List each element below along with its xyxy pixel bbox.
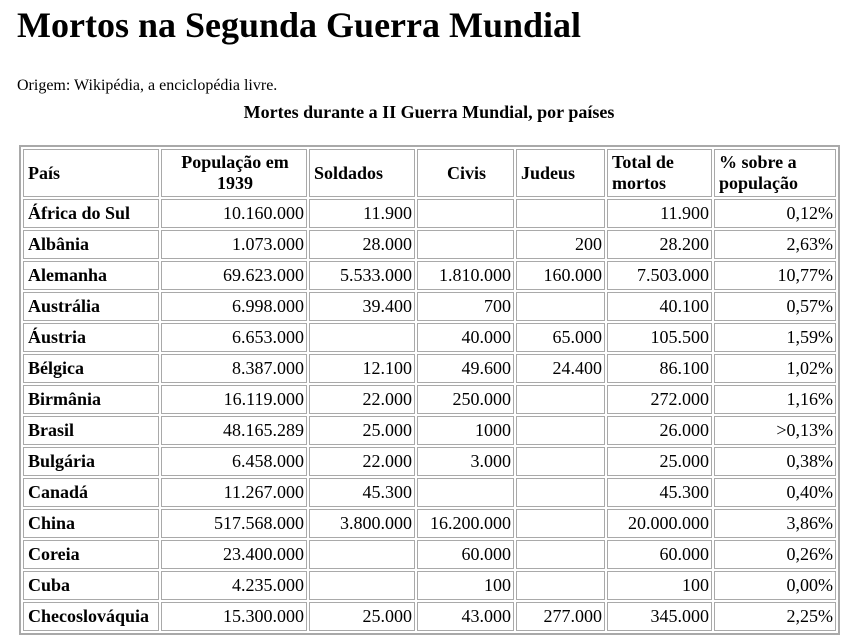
cell-civis: 40.000 bbox=[417, 323, 514, 352]
cell-total: 40.100 bbox=[607, 292, 712, 321]
cell-civis: 1.810.000 bbox=[417, 261, 514, 290]
cell-pais: Bélgica bbox=[23, 354, 159, 383]
cell-judeus: 65.000 bbox=[516, 323, 605, 352]
header-soldados: Soldados bbox=[309, 149, 415, 197]
cell-civis: 43.000 bbox=[417, 602, 514, 631]
cell-populacao: 517.568.000 bbox=[161, 509, 307, 538]
cell-percent: 2,63% bbox=[714, 230, 836, 259]
cell-judeus bbox=[516, 571, 605, 600]
cell-civis: 100 bbox=[417, 571, 514, 600]
cell-soldados: 5.533.000 bbox=[309, 261, 415, 290]
cell-soldados: 11.900 bbox=[309, 199, 415, 228]
table-row bbox=[23, 323, 836, 352]
cell-pais: Bulgária bbox=[23, 447, 159, 476]
cell-judeus: 160.000 bbox=[516, 261, 605, 290]
cell-pais: Canadá bbox=[23, 478, 159, 507]
cell-pais: China bbox=[23, 509, 159, 538]
cell-pais: Birmânia bbox=[23, 385, 159, 414]
cell-total: 7.503.000 bbox=[607, 261, 712, 290]
cell-pais: Cuba bbox=[23, 571, 159, 600]
cell-total: 11.900 bbox=[607, 199, 712, 228]
header-populacao-line1: População em bbox=[181, 152, 289, 172]
cell-pais: África do Sul bbox=[23, 199, 159, 228]
cell-soldados bbox=[309, 323, 415, 352]
cell-pais: Austrália bbox=[23, 292, 159, 321]
cell-percent: 0,12% bbox=[714, 199, 836, 228]
cell-total: 20.000.000 bbox=[607, 509, 712, 538]
cell-judeus bbox=[516, 416, 605, 445]
cell-percent: 3,86% bbox=[714, 509, 836, 538]
cell-civis: 3.000 bbox=[417, 447, 514, 476]
cell-civis: 250.000 bbox=[417, 385, 514, 414]
cell-soldados: 39.400 bbox=[309, 292, 415, 321]
table-row bbox=[23, 385, 836, 414]
cell-percent: >0,13% bbox=[714, 416, 836, 445]
cell-judeus bbox=[516, 447, 605, 476]
cell-judeus bbox=[516, 478, 605, 507]
cell-total: 28.200 bbox=[607, 230, 712, 259]
cell-populacao: 1.073.000 bbox=[161, 230, 307, 259]
table-row bbox=[23, 540, 836, 569]
table-row bbox=[23, 447, 836, 476]
cell-soldados: 12.100 bbox=[309, 354, 415, 383]
cell-soldados: 25.000 bbox=[309, 602, 415, 631]
cell-percent: 0,26% bbox=[714, 540, 836, 569]
cell-total: 100 bbox=[607, 571, 712, 600]
cell-pais: Checoslováquia bbox=[23, 602, 159, 631]
cell-total: 60.000 bbox=[607, 540, 712, 569]
cell-pais: Brasil bbox=[23, 416, 159, 445]
cell-percent: 0,40% bbox=[714, 478, 836, 507]
header-populacao bbox=[161, 149, 307, 197]
page-title: Mortos na Segunda Guerra Mundial bbox=[17, 5, 582, 45]
cell-civis: 16.200.000 bbox=[417, 509, 514, 538]
cell-populacao: 10.160.000 bbox=[161, 199, 307, 228]
cell-populacao: 16.119.000 bbox=[161, 385, 307, 414]
cell-pais: Albânia bbox=[23, 230, 159, 259]
cell-pais: Áustria bbox=[23, 323, 159, 352]
cell-civis bbox=[417, 199, 514, 228]
cell-populacao: 6.458.000 bbox=[161, 447, 307, 476]
cell-populacao: 6.653.000 bbox=[161, 323, 307, 352]
header-total-line1: Total de bbox=[612, 152, 674, 172]
cell-populacao: 69.623.000 bbox=[161, 261, 307, 290]
table-row bbox=[23, 354, 836, 383]
cell-civis: 1000 bbox=[417, 416, 514, 445]
cell-judeus: 277.000 bbox=[516, 602, 605, 631]
cell-judeus: 24.400 bbox=[516, 354, 605, 383]
cell-judeus bbox=[516, 199, 605, 228]
cell-total: 272.000 bbox=[607, 385, 712, 414]
cell-pais: Coreia bbox=[23, 540, 159, 569]
cell-soldados bbox=[309, 540, 415, 569]
cell-judeus bbox=[516, 540, 605, 569]
cell-percent: 0,00% bbox=[714, 571, 836, 600]
cell-populacao: 4.235.000 bbox=[161, 571, 307, 600]
table-row bbox=[23, 478, 836, 507]
table-caption: Mortes durante a II Guerra Mundial, por países bbox=[243, 102, 615, 122]
table-row bbox=[23, 199, 836, 228]
header-total-line2: mortos bbox=[612, 173, 666, 193]
cell-soldados: 28.000 bbox=[309, 230, 415, 259]
cell-populacao: 8.387.000 bbox=[161, 354, 307, 383]
cell-percent: 1,59% bbox=[714, 323, 836, 352]
table-container bbox=[19, 145, 840, 635]
cell-total: 345.000 bbox=[607, 602, 712, 631]
cell-total: 26.000 bbox=[607, 416, 712, 445]
cell-total: 45.300 bbox=[607, 478, 712, 507]
header-percent-line2: população bbox=[719, 173, 799, 193]
cell-judeus: 200 bbox=[516, 230, 605, 259]
cell-civis bbox=[417, 478, 514, 507]
cell-percent: 0,57% bbox=[714, 292, 836, 321]
header-populacao-line2: 1939 bbox=[217, 173, 253, 193]
cell-percent: 2,25% bbox=[714, 602, 836, 631]
table-row bbox=[23, 261, 836, 290]
cell-percent: 10,77% bbox=[714, 261, 836, 290]
cell-pais: Alemanha bbox=[23, 261, 159, 290]
cell-total: 105.500 bbox=[607, 323, 712, 352]
cell-judeus bbox=[516, 292, 605, 321]
cell-soldados: 22.000 bbox=[309, 385, 415, 414]
header-row bbox=[23, 149, 836, 197]
header-percent-line1: % sobre a bbox=[719, 152, 797, 172]
table-row bbox=[23, 292, 836, 321]
cell-soldados: 25.000 bbox=[309, 416, 415, 445]
cell-judeus bbox=[516, 509, 605, 538]
cell-populacao: 15.300.000 bbox=[161, 602, 307, 631]
cell-civis bbox=[417, 230, 514, 259]
cell-civis: 60.000 bbox=[417, 540, 514, 569]
header-pais: País bbox=[23, 149, 159, 197]
header-percent bbox=[714, 149, 836, 197]
cell-soldados: 3.800.000 bbox=[309, 509, 415, 538]
cell-populacao: 48.165.289 bbox=[161, 416, 307, 445]
table-row bbox=[23, 571, 836, 600]
cell-percent: 1,16% bbox=[714, 385, 836, 414]
header-total bbox=[607, 149, 712, 197]
cell-total: 25.000 bbox=[607, 447, 712, 476]
cell-soldados bbox=[309, 571, 415, 600]
cell-populacao: 23.400.000 bbox=[161, 540, 307, 569]
cell-soldados: 45.300 bbox=[309, 478, 415, 507]
cell-judeus bbox=[516, 385, 605, 414]
table-body bbox=[23, 199, 836, 631]
deaths-table bbox=[19, 145, 840, 635]
cell-civis: 49.600 bbox=[417, 354, 514, 383]
table-row bbox=[23, 602, 836, 631]
header-civis: Civis bbox=[417, 149, 514, 197]
cell-populacao: 6.998.000 bbox=[161, 292, 307, 321]
cell-civis: 700 bbox=[417, 292, 514, 321]
cell-populacao: 11.267.000 bbox=[161, 478, 307, 507]
cell-percent: 1,02% bbox=[714, 354, 836, 383]
table-row bbox=[23, 416, 836, 445]
table-row bbox=[23, 230, 836, 259]
cell-total: 86.100 bbox=[607, 354, 712, 383]
table-row bbox=[23, 509, 836, 538]
header-judeus: Judeus bbox=[516, 149, 605, 197]
source-line: Origem: Wikipédia, a enciclopédia livre. bbox=[17, 77, 278, 94]
cell-soldados: 22.000 bbox=[309, 447, 415, 476]
cell-percent: 0,38% bbox=[714, 447, 836, 476]
